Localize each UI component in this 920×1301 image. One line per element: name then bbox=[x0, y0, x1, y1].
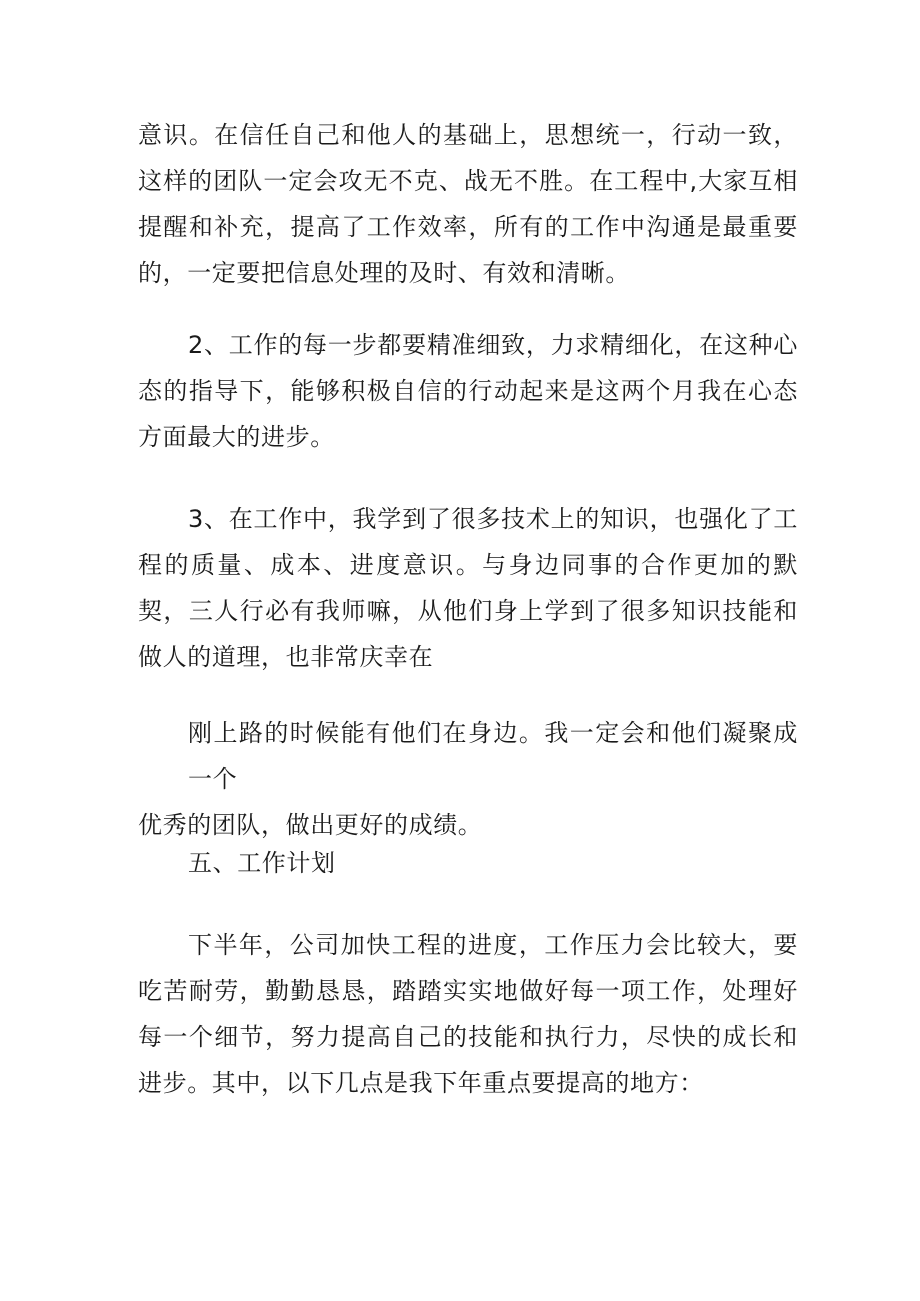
paragraph-work-plan: 下半年，公司加快工程的进度，工作压力会比较大，要吃苦耐劳，勤勤恳恳，踏踏实实地做好每一项工作，处理好每一个细节，努力提高自己的技能和执行力，尽快的成长和进步。其中，以下几点是我下年重点要提高的地方： bbox=[138, 931, 798, 1097]
paragraph-point-2: 2、工作的每一步都要精准细致，力求精细化，在这种心态的指导下，能够积极自信的行动起来是这两个月我在心态方面最大的进步。 bbox=[138, 331, 798, 451]
paragraph-point-3: 3、在工作中，我学到了很多技术上的知识，也强化了工程的质量、成本、进度意识。与身边同事的合作更加的默契，三人行必有我师嘛，从他们身上学到了很多知识技能和做人的道理，也非常庆幸在 bbox=[138, 505, 798, 671]
paragraph-continuation bbox=[138, 710, 798, 848]
continuation-line-1: 刚上路的时候能有他们在身边。我一定会和他们凝聚成一个 bbox=[188, 719, 798, 793]
section-heading-work-plan: 五、工作计划 bbox=[188, 849, 336, 877]
paragraph-teamwork: 意识。在信任自己和他人的基础上，思想统一，行动一致，这样的团队一定会攻无不克、战无不胜。在工程中,大家互相提醒和补充，提高了工作效率，所有的工作中沟通是最重要的，一定要把信息处理的及时、有效和清晰。 bbox=[138, 121, 798, 287]
continuation-line-2: 优秀的团队，做出更好的成绩。 bbox=[138, 811, 483, 839]
